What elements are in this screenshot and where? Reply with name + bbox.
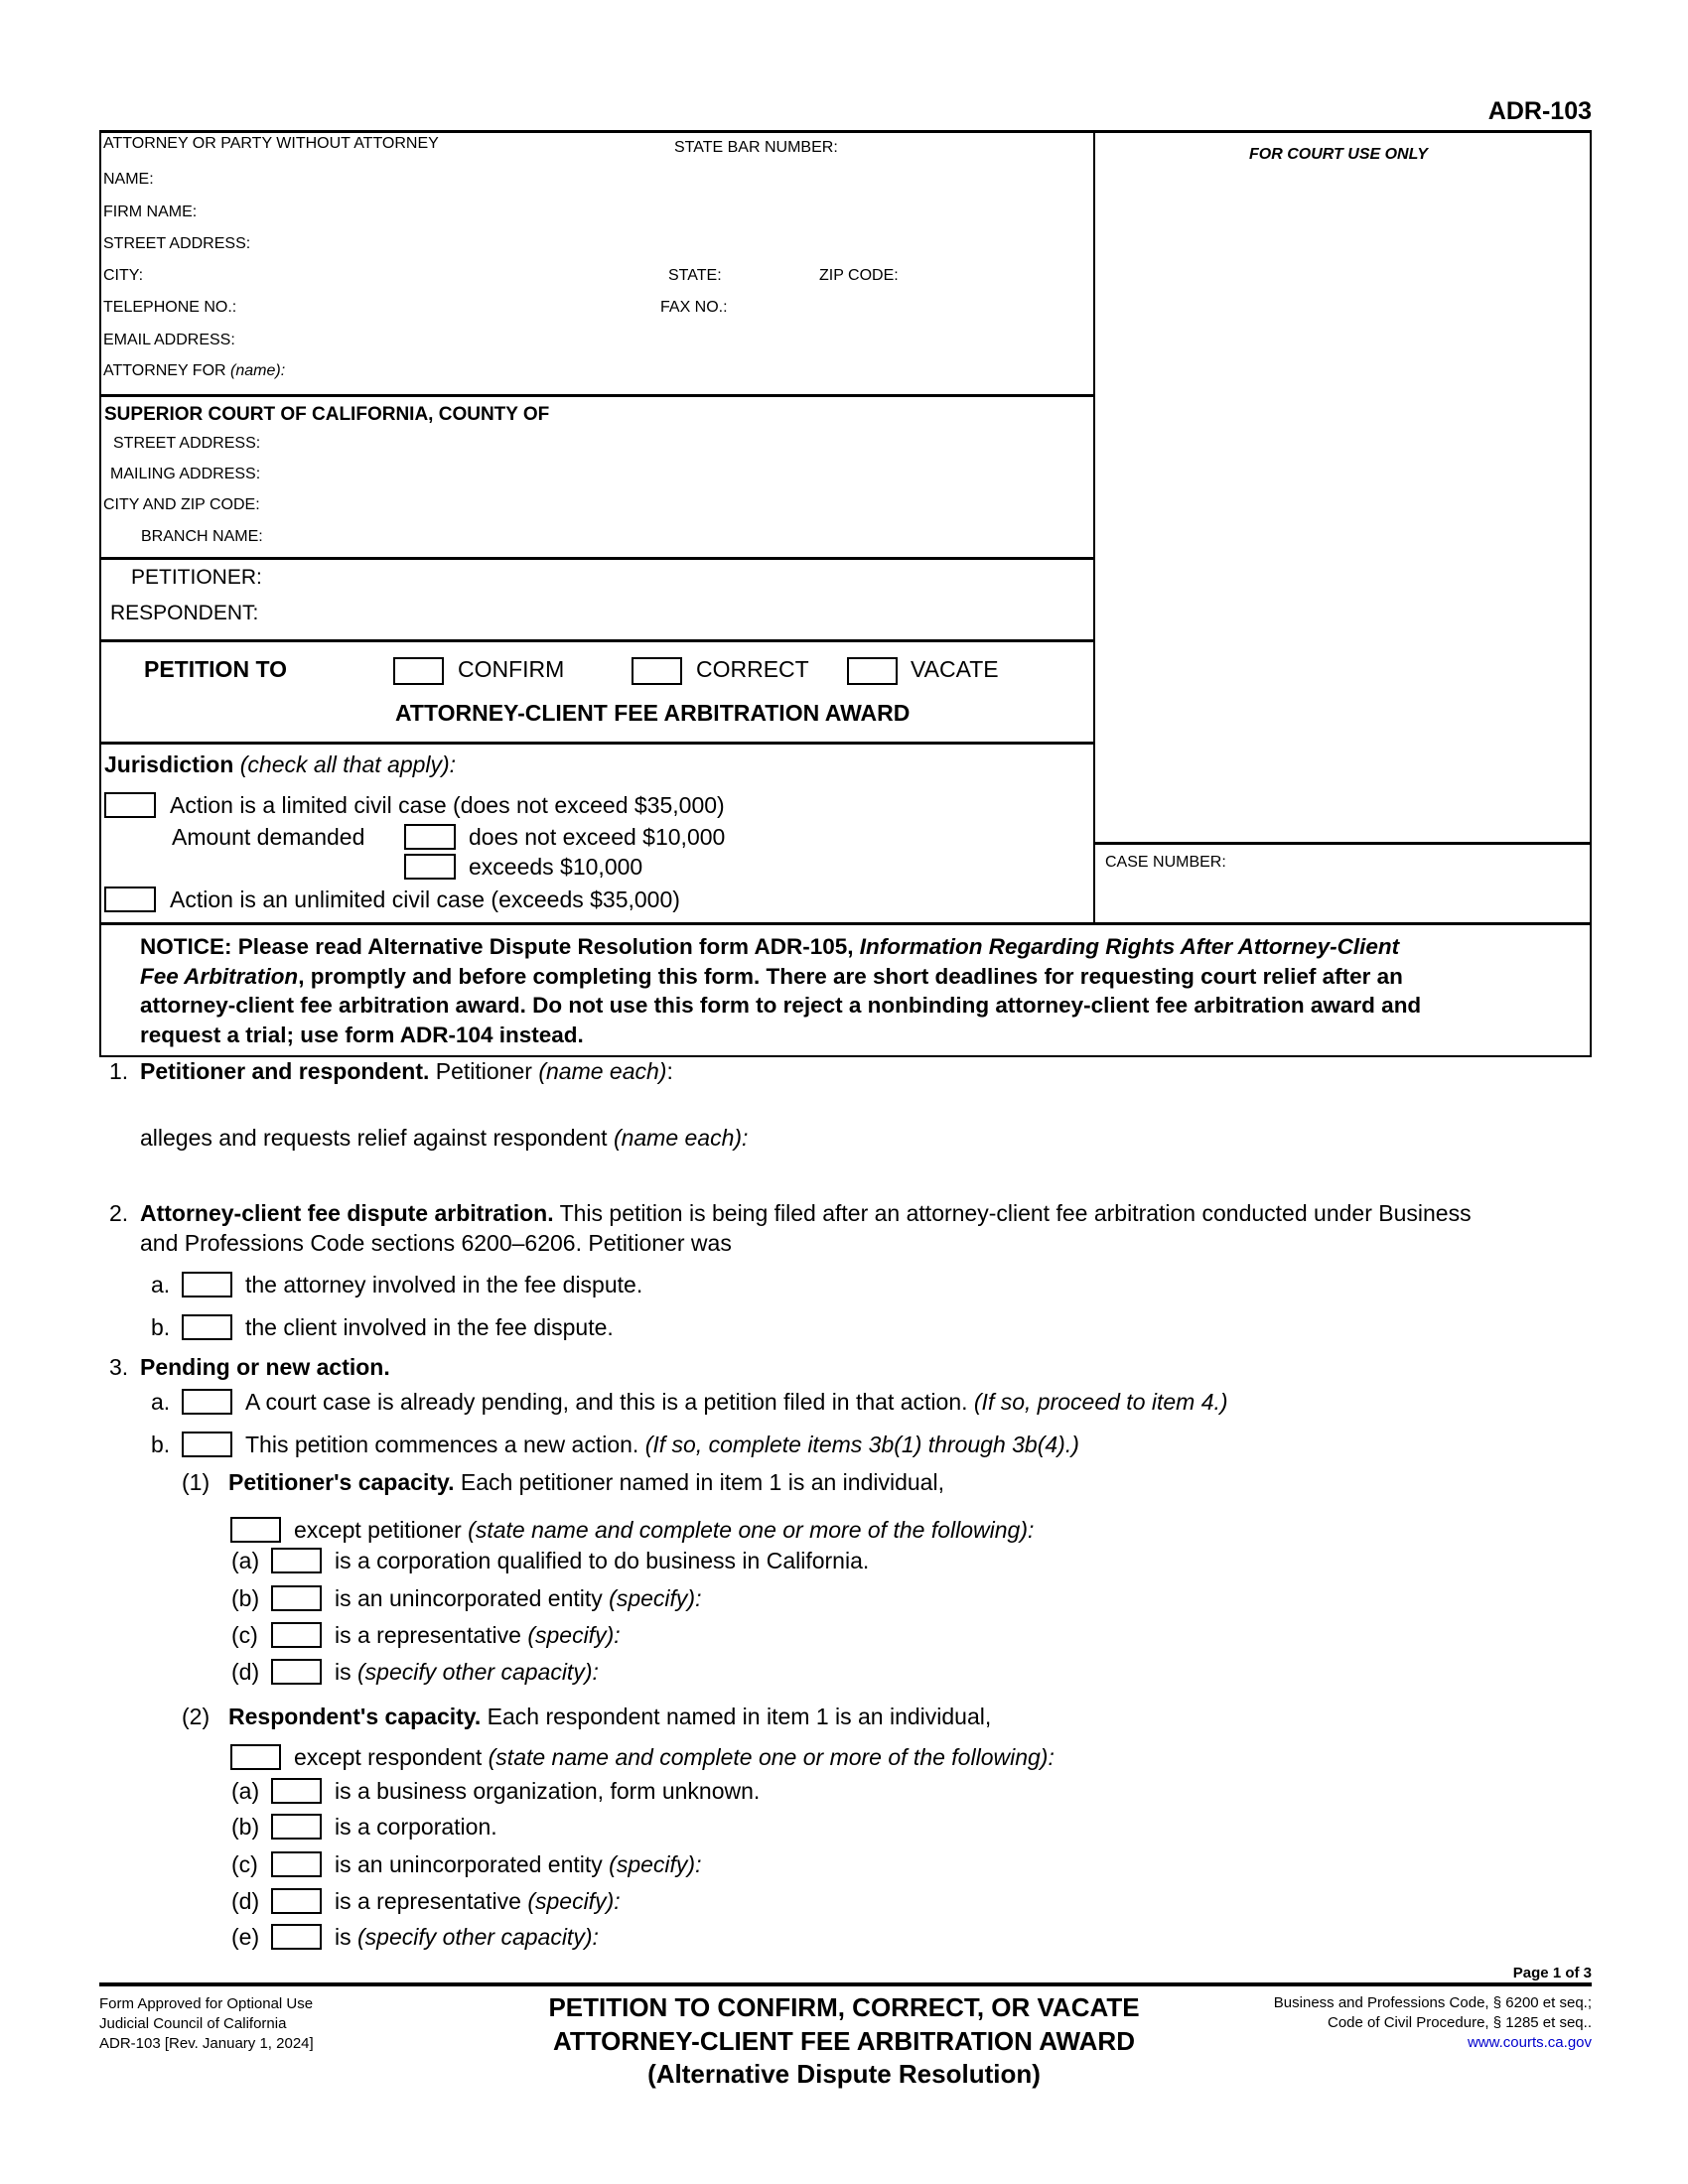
- petitioner-capacity-option-checkbox[interactable]: [271, 1585, 322, 1611]
- except-respondent-checkbox[interactable]: [230, 1744, 281, 1770]
- case-number-label: CASE NUMBER:: [1105, 854, 1226, 871]
- page-number: Page 1 of 3: [1512, 1965, 1592, 1981]
- item-2-text-cont: and Professions Code sections 6200–6206. Petitioner was: [140, 1230, 732, 1256]
- except-petitioner-checkbox[interactable]: [230, 1517, 281, 1543]
- petitioner-capacity-option-label: [335, 1661, 599, 1684]
- street-address-label: STREET ADDRESS:: [103, 235, 251, 252]
- exceeds-10000-checkbox[interactable]: [404, 854, 456, 880]
- footer-approval: Form Approved for Optional Use: [99, 1995, 314, 2012]
- divider: [99, 394, 1094, 397]
- petitioner-capacity-option-text: is: [335, 1659, 357, 1685]
- confirm-checkbox[interactable]: [393, 657, 444, 685]
- item-3b2-title: Respondent's capacity.: [228, 1704, 482, 1729]
- respondent-capacity-option-letter: (d): [231, 1888, 260, 1914]
- divider: [1093, 130, 1095, 923]
- court-use-label: FOR COURT USE ONLY: [1249, 146, 1428, 163]
- unlimited-case-checkbox[interactable]: [104, 887, 156, 912]
- courts-website-link[interactable]: www.courts.ca.gov: [1467, 2034, 1592, 2051]
- petitioner-capacity-option-text: is a corporation qualified to do business in California.: [335, 1548, 870, 1573]
- item-3b-checkbox[interactable]: [182, 1432, 232, 1457]
- item-2a-label: the attorney involved in the fee dispute.: [245, 1272, 643, 1297]
- except-petitioner-label: [294, 1519, 1034, 1542]
- attorney-for-label: [103, 363, 285, 379]
- petitioner-capacity-option-checkbox[interactable]: [271, 1659, 322, 1685]
- respondent-capacity-option-text: is a representative: [335, 1888, 528, 1914]
- respondent-capacity-option-text: is: [335, 1924, 357, 1950]
- petitioner-capacity-option-hint: (specify other capacity):: [357, 1659, 599, 1685]
- petitioner-capacity-option-label: [335, 1624, 621, 1647]
- amount-demanded-label: Amount demanded: [172, 824, 365, 850]
- telephone-label: TELEPHONE NO.:: [103, 299, 237, 316]
- item-3b2-text: [228, 1706, 991, 1728]
- respondent-capacity-option-hint: (specify other capacity):: [357, 1924, 599, 1950]
- respondent-capacity-option-label: [335, 1780, 760, 1803]
- vacate-checkbox[interactable]: [847, 657, 898, 685]
- item-3b2-body: Each respondent named in item 1 is an individual,: [481, 1704, 992, 1729]
- item-2a-checkbox[interactable]: [182, 1272, 232, 1297]
- confirm-label: CONFIRM: [458, 656, 565, 682]
- item-3b-text: This petition commences a new action.: [245, 1432, 645, 1457]
- footer-rule: [99, 1982, 1592, 1986]
- divider: [1590, 130, 1592, 1057]
- attorney-for-hint: (name):: [230, 362, 286, 379]
- item-3a-hint: (If so, proceed to item 4.): [973, 1389, 1228, 1415]
- respondent-capacity-option-label: [335, 1853, 701, 1876]
- item-3b2-number: (2): [182, 1704, 211, 1729]
- item-2a-letter: a.: [151, 1272, 171, 1297]
- notice-text: NOTICE: Please read Alternative Dispute Resolution form ADR-105,: [140, 934, 860, 959]
- attorney-for-text: ATTORNEY FOR: [103, 362, 226, 379]
- respondent-capacity-option-checkbox[interactable]: [271, 1778, 322, 1804]
- respondent-capacity-option-label: [335, 1926, 599, 1949]
- divider: [99, 130, 101, 1057]
- respondent-capacity-option-text: is a corporation.: [335, 1814, 497, 1840]
- name-label: NAME:: [103, 171, 154, 188]
- item-1-body: Petitioner: [429, 1058, 539, 1084]
- respondent-capacity-option-checkbox[interactable]: [271, 1888, 322, 1914]
- notice-text: attorney-client fee arbitration award. Do not use this form to reject a nonbinding attorney-client fee arbitration award and: [140, 993, 1422, 1019]
- item-3a-checkbox[interactable]: [182, 1389, 232, 1415]
- jurisdiction-heading: [104, 753, 456, 776]
- footer-council: Judicial Council of California: [99, 2015, 287, 2032]
- item-3b1-number: (1): [182, 1469, 211, 1495]
- respondent-capacity-option-hint: (specify):: [527, 1888, 621, 1914]
- court-mailing-label: MAILING ADDRESS:: [110, 466, 261, 482]
- unlimited-case-label: Action is an unlimited civil case (exceeds $35,000): [170, 887, 680, 912]
- respondent-capacity-option-text: is a business organization, form unknown.: [335, 1778, 761, 1804]
- item-3b-letter: b.: [151, 1432, 171, 1457]
- notice-text: , promptly and before completing this form. There are short deadlines for requesting court relief after an: [298, 963, 1403, 989]
- state-label: STATE:: [668, 267, 722, 284]
- petitioner-capacity-option-checkbox[interactable]: [271, 1622, 322, 1648]
- zip-label: ZIP CODE:: [819, 267, 899, 284]
- except-petitioner-text: except petitioner: [294, 1517, 469, 1543]
- footer-title: [447, 1991, 1241, 2092]
- item-2b-letter: b.: [151, 1314, 171, 1340]
- limited-case-checkbox[interactable]: [104, 792, 156, 818]
- item-1-hint: (name each): [538, 1058, 667, 1084]
- state-bar-label: STATE BAR NUMBER:: [674, 139, 838, 156]
- item-2-title: Attorney-client fee dispute arbitration.: [140, 1200, 554, 1226]
- respondent-capacity-option-letter: (a): [231, 1778, 260, 1804]
- notice-form-title: Information Regarding Rights After Attorney-Client: [859, 934, 1400, 959]
- city-label: CITY:: [103, 267, 144, 284]
- footer-left: [99, 1994, 314, 2054]
- correct-checkbox[interactable]: [632, 657, 682, 685]
- item-2-number: 2.: [109, 1200, 129, 1226]
- court-branch-label: BRANCH NAME:: [141, 528, 263, 545]
- item-3-number: 3.: [109, 1354, 129, 1380]
- attorney-header: ATTORNEY OR PARTY WITHOUT ATTORNEY: [103, 135, 439, 152]
- item-3b-hint: (If so, complete items 3b(1) through 3b(4).): [644, 1432, 1079, 1457]
- divider: [99, 742, 1094, 745]
- footer-bp-code: Business and Professions Code, § 6200 et seq.;: [1273, 1994, 1592, 2011]
- petitioner-capacity-option-letter: (b): [231, 1585, 260, 1611]
- petitioner-capacity-option-hint: (specify):: [609, 1585, 702, 1611]
- petition-to-label: PETITION TO: [144, 656, 287, 682]
- footer-title-line: PETITION TO CONFIRM, CORRECT, OR VACATE: [548, 1992, 1140, 2022]
- limited-case-label: Action is a limited civil case (does not exceed $35,000): [170, 792, 725, 818]
- item-2b-label: the client involved in the fee dispute.: [245, 1314, 614, 1340]
- respondent-capacity-option-letter: (c): [231, 1851, 258, 1877]
- item-3a-letter: a.: [151, 1389, 171, 1415]
- item-3-title: Pending or new action.: [140, 1354, 390, 1380]
- exceeds-10000-label: exceeds $10,000: [469, 854, 643, 880]
- petitioner-capacity-option-hint: (specify):: [527, 1622, 621, 1648]
- divider: [1093, 842, 1592, 845]
- respondent-capacity-option-checkbox[interactable]: [271, 1814, 322, 1840]
- item-2-body: This petition is being filed after an attorney-client fee arbitration conducted under Business: [553, 1200, 1472, 1226]
- item-1-text: [140, 1060, 673, 1083]
- respondent-capacity-option-letter: (e): [231, 1924, 260, 1950]
- email-label: EMAIL ADDRESS:: [103, 332, 235, 348]
- fax-label: FAX NO.:: [660, 299, 728, 316]
- item-1-alleges: [140, 1127, 748, 1150]
- petitioner-label: PETITIONER:: [131, 566, 262, 589]
- respondent-capacity-option-checkbox[interactable]: [271, 1851, 322, 1877]
- court-title: SUPERIOR COURT OF CALIFORNIA, COUNTY OF: [104, 404, 550, 425]
- petitioner-capacity-option-checkbox[interactable]: [271, 1548, 322, 1573]
- item-3a-text: A court case is already pending, and this is a petition filed in that action.: [245, 1389, 974, 1415]
- respondent-label: RESPONDENT:: [110, 602, 259, 624]
- petitioner-capacity-option-label: [335, 1550, 869, 1572]
- except-respondent-hint: (state name and complete one or more of the following):: [488, 1744, 1055, 1770]
- item-3b1-title: Petitioner's capacity.: [228, 1469, 455, 1495]
- petitioner-capacity-option-letter: (a): [231, 1548, 260, 1573]
- item-3b1-body: Each petitioner named in item 1 is an individual,: [454, 1469, 944, 1495]
- petitioner-capacity-option-label: [335, 1587, 701, 1610]
- respondent-capacity-option-letter: (b): [231, 1814, 260, 1840]
- divider: [99, 557, 1094, 560]
- petitioner-capacity-option-text: is an unincorporated entity: [335, 1585, 610, 1611]
- footer-ccp: Code of Civil Procedure, § 1285 et seq..: [1328, 2014, 1592, 2031]
- jurisdiction-title: Jurisdiction: [104, 751, 234, 777]
- item-2b-checkbox[interactable]: [182, 1314, 232, 1340]
- footer-title-line: (Alternative Dispute Resolution): [647, 2059, 1041, 2089]
- item-3b1-text: [228, 1471, 944, 1494]
- not-exceed-10000-label: does not exceed $10,000: [469, 824, 726, 850]
- item-3b-label: [245, 1433, 1079, 1456]
- petitioner-capacity-option-text: is a representative: [335, 1622, 528, 1648]
- form-id: ADR-103: [1487, 97, 1592, 125]
- footer-right: [1274, 1993, 1592, 2053]
- divider: [99, 130, 1592, 133]
- vacate-label: VACATE: [911, 656, 999, 682]
- respondent-capacity-option-label: [335, 1890, 621, 1913]
- divider: [99, 1055, 1592, 1057]
- item-3a-label: [245, 1391, 1228, 1414]
- petition-subtitle: ATTORNEY-CLIENT FEE ARBITRATION AWARD: [395, 700, 911, 726]
- except-respondent-label: [294, 1746, 1055, 1769]
- respondent-capacity-option-hint: (specify):: [609, 1851, 702, 1877]
- item-1-alleges-text: alleges and requests relief against respondent: [140, 1125, 614, 1151]
- notice: [140, 932, 1421, 1050]
- correct-label: CORRECT: [696, 656, 809, 682]
- court-city-zip-label: CITY AND ZIP CODE:: [103, 496, 260, 513]
- petitioner-capacity-option-letter: (d): [231, 1659, 260, 1685]
- respondent-capacity-option-text: is an unincorporated entity: [335, 1851, 610, 1877]
- item-1-alleges-hint: (name each):: [613, 1125, 749, 1151]
- not-exceed-10000-checkbox[interactable]: [404, 824, 456, 850]
- notice-form-title-cont: Fee Arbitration: [140, 963, 299, 989]
- footer-revision: ADR-103 [Rev. January 1, 2024]: [99, 2035, 314, 2052]
- except-petitioner-hint: (state name and complete one or more of the following):: [468, 1517, 1035, 1543]
- petitioner-capacity-option-letter: (c): [231, 1622, 258, 1648]
- item-1-number: 1.: [109, 1058, 129, 1084]
- divider: [99, 639, 1094, 642]
- except-respondent-text: except respondent: [294, 1744, 489, 1770]
- item-1-title: Petitioner and respondent.: [140, 1058, 430, 1084]
- item-1-colon: :: [666, 1058, 673, 1084]
- notice-text: request a trial; use form ADR-104 instead.: [140, 1023, 584, 1048]
- respondent-capacity-option-label: [335, 1816, 497, 1839]
- item-2-text: [140, 1202, 1472, 1225]
- footer-title-line: ATTORNEY-CLIENT FEE ARBITRATION AWARD: [553, 2025, 1135, 2056]
- firm-name-label: FIRM NAME:: [103, 204, 198, 220]
- divider: [99, 922, 1592, 925]
- respondent-capacity-option-checkbox[interactable]: [271, 1924, 322, 1950]
- jurisdiction-hint: (check all that apply):: [239, 751, 457, 777]
- court-street-label: STREET ADDRESS:: [113, 435, 261, 452]
